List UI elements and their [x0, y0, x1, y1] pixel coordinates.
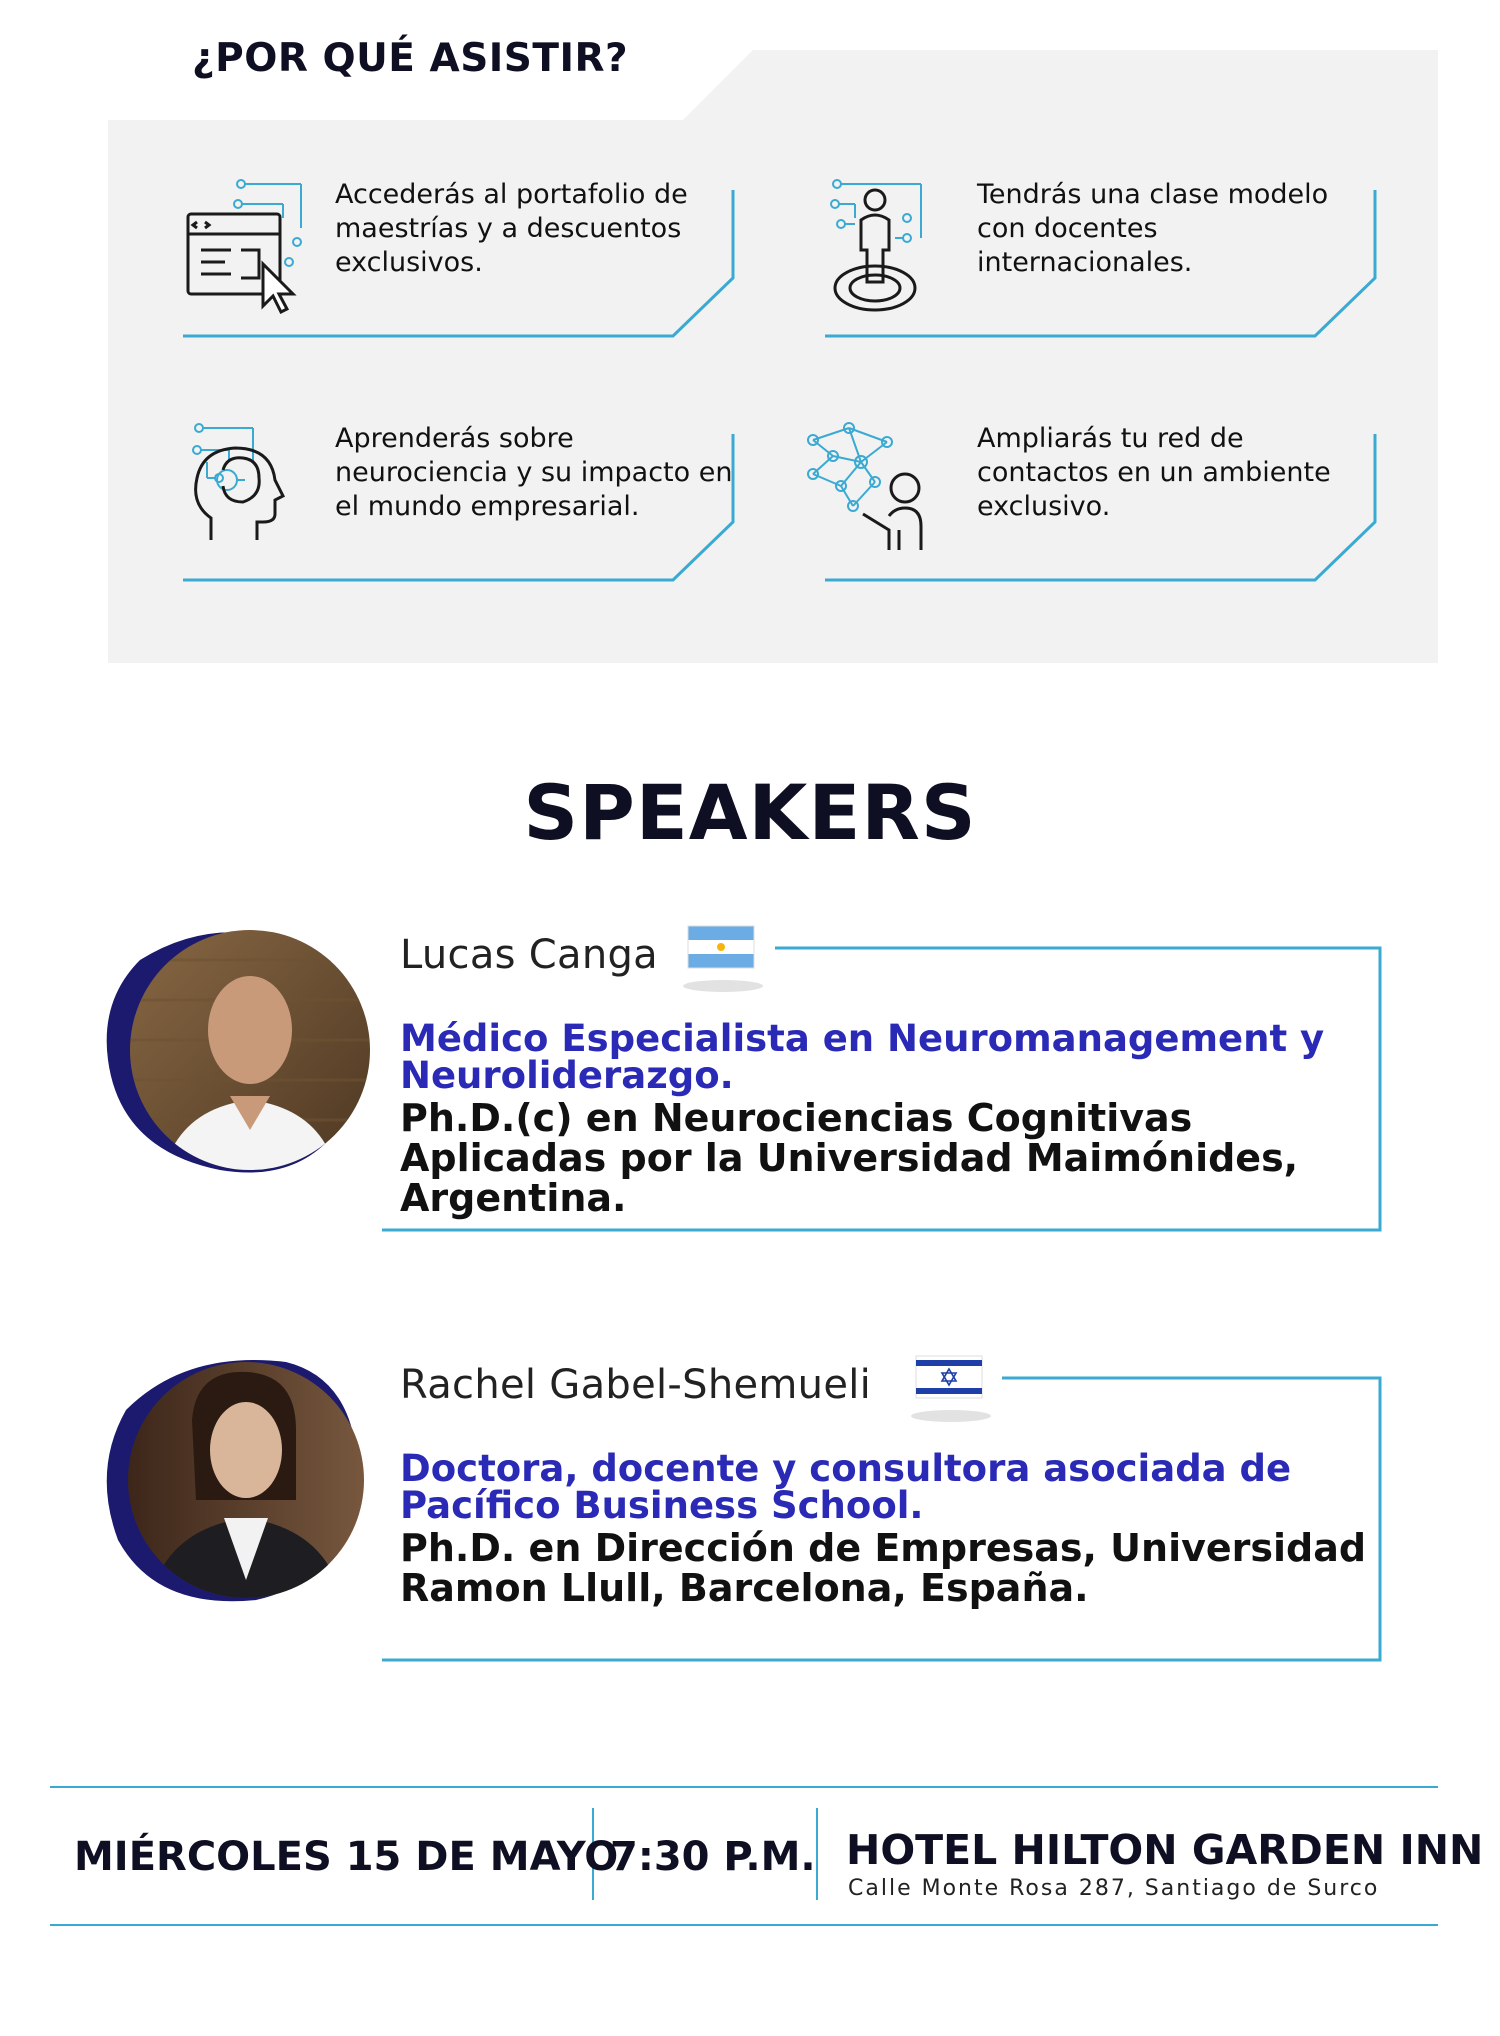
speaker-name: Rachel Gabel-Shemueli — [400, 1362, 872, 1408]
event-venue: HOTEL HILTON GARDEN INN — [846, 1826, 1484, 1874]
network-person-icon — [803, 422, 933, 562]
israel-flag — [906, 1350, 996, 1426]
speaker-role: Doctora, docente y consultora asociada de Pacífico Business School. — [400, 1447, 1292, 1527]
event-info-bar — [50, 1786, 1484, 1926]
benefit-item — [183, 178, 758, 338]
speaker-name: Lucas Canga — [400, 932, 658, 978]
benefit-item — [825, 178, 1400, 338]
speaker-card — [0, 1350, 1500, 1680]
argentina-flag — [678, 920, 768, 996]
benefit-item — [183, 422, 758, 582]
benefit-text: Aprenderás sobre neurociencia y su impacto en el mundo empresarial. — [335, 423, 733, 522]
event-address: Calle Monte Rosa 287, Santiago de Surco — [848, 1876, 1380, 1901]
speaker-photo — [96, 1350, 376, 1620]
event-date: MIÉRCOLES 15 DE MAYO — [74, 1834, 619, 1880]
speaker-photo — [100, 920, 380, 1190]
divider — [50, 1786, 1438, 1788]
brain-head-icon — [183, 422, 313, 562]
benefit-text: Accederás al portafolio de maestrías y a descuentos exclusivos. — [335, 179, 688, 278]
why-attend-title: ¿POR QUÉ ASISTIR? — [192, 36, 629, 81]
speaker-degree: Ph.D. en Dirección de Empresas, Universidad Ramon Llull, Barcelona, España. — [400, 1526, 1367, 1610]
web-browser-cursor-icon — [183, 178, 313, 318]
speaker-role: Médico Especialista en Neuromanagement y Neuroliderazgo. — [400, 1017, 1325, 1097]
speaker-card — [0, 920, 1500, 1250]
benefit-text: Tendrás una clase modelo con docentes internacionales. — [977, 179, 1329, 278]
person-target-icon — [825, 178, 955, 318]
event-time: 7:30 P.M. — [610, 1834, 816, 1880]
benefit-text: Ampliarás tu red de contactos en un ambiente exclusivo. — [977, 423, 1331, 522]
speaker-degree: Ph.D.(c) en Neurociencias Cognitivas Aplicadas por la Universidad Maimónides, Argentina. — [400, 1096, 1299, 1220]
benefit-item — [825, 422, 1400, 582]
speakers-title: SPEAKERS — [523, 768, 977, 857]
divider — [50, 1924, 1438, 1926]
divider — [816, 1808, 818, 1900]
